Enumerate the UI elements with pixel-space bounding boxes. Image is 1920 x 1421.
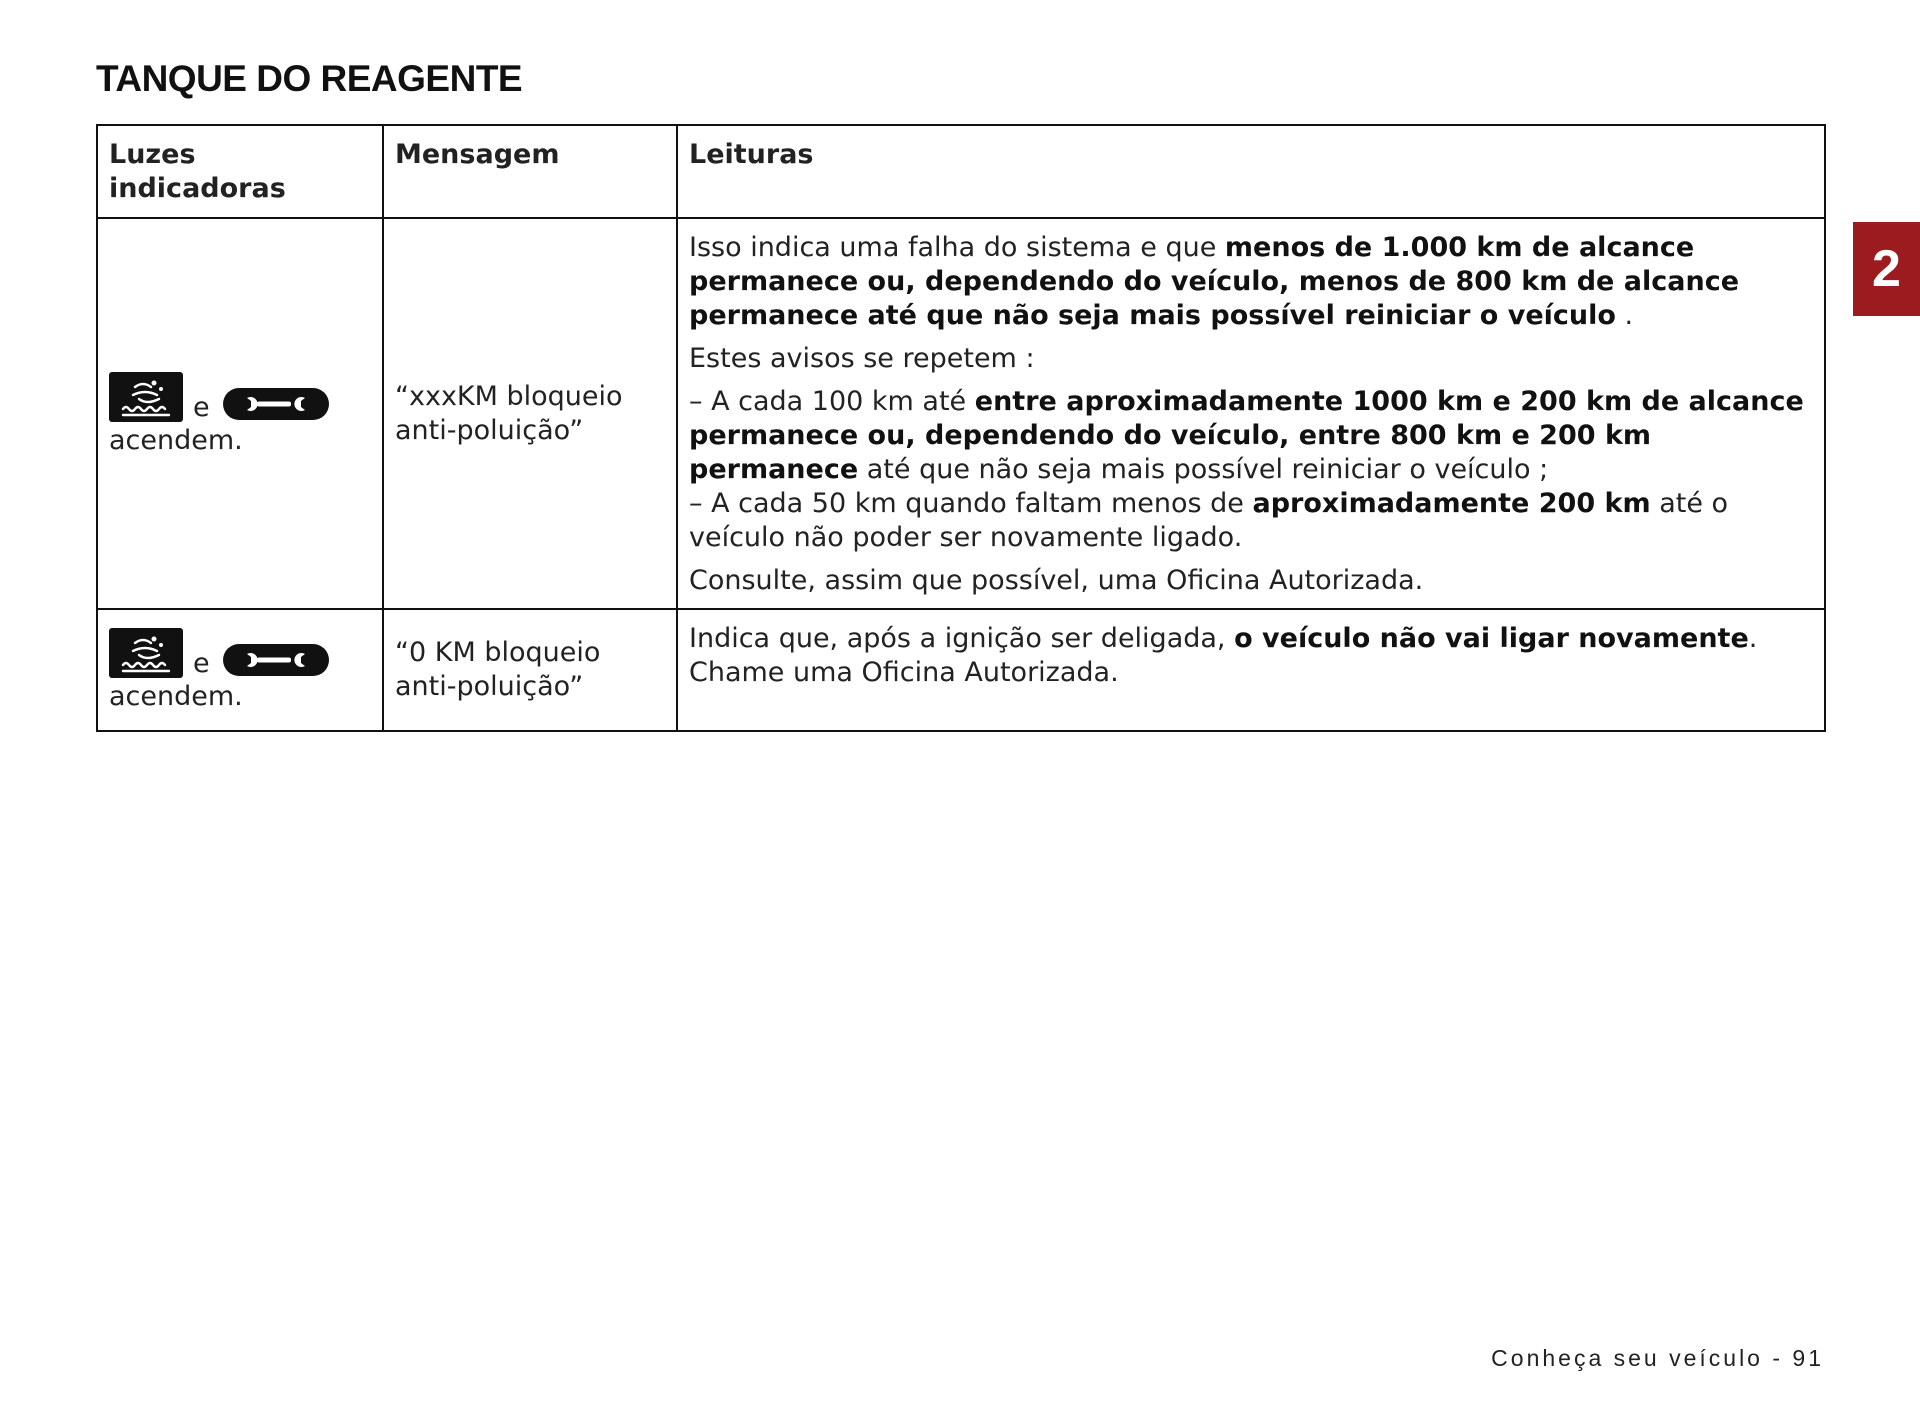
reading-bold-text: menos de 1.000 km de alcance permanece ou, dependendo do veículo, menos de 800 km de alcance permanece até que não seja mais possível reiniciar o veículo [689,232,1740,331]
reading-paragraph: Chame uma Oficina Autorizada. [689,657,1119,688]
reading-paragraph [689,622,1813,656]
table-row [97,218,1825,609]
reading-bold-text: o veículo não vai ligar novamente [1234,623,1749,654]
reading-paragraph [689,231,1813,333]
list-item [689,385,1813,487]
table-row [97,609,1825,731]
indicator-table [96,124,1826,732]
lights-cell [97,609,383,731]
page-footer: Conheça seu veículo - 91 [1491,1345,1824,1371]
reading-text: . [1615,300,1634,331]
lights-label: acendem. [109,424,243,456]
reading-text: Indica que, após a ignição ser deligada, [689,623,1235,654]
reading-text: Isso indica uma falha do sistema e que [689,232,1225,263]
header-readings: Leituras [677,125,1825,218]
reading-text: . [1748,623,1758,654]
chapter-tab: 2 [1853,222,1920,316]
message-cell: “xxxKM bloqueio anti-poluição” [383,218,677,609]
reading-paragraph: Estes avisos se repetem : [689,343,1035,374]
readings-cell [677,218,1825,609]
header-lights: Luzes indicadoras [97,125,383,218]
list-item [689,487,1813,555]
reagent-tank-warning-icon [109,628,183,678]
icons-line [109,626,371,678]
lights-join-word: e [193,648,210,679]
reading-bold-text: aproximadamente 200 km [1252,488,1651,519]
reading-bold-text: entre aproximadamente 1000 km e 200 km de alcance permanece ou, dependendo do veículo, entre 800 km e 200 km permanece [689,386,1804,485]
reading-text: – A cada 50 km quando faltam menos de [689,488,1253,519]
reading-text: – A cada 100 km até [689,386,975,417]
reading-text: até que não seja mais possível reiniciar o veículo ; [858,454,1549,485]
message-cell: “0 KM bloqueio anti-poluição” [383,609,677,731]
page-title: TANQUE DO REAGENTE [96,58,523,99]
readings-cell [677,609,1825,731]
reagent-tank-warning-icon [109,372,183,422]
table-header-row [97,125,1825,218]
lights-join-word: e [193,391,210,423]
lights-label: acendem. [109,681,243,712]
header-message: Mensagem [383,125,677,218]
icons-line [109,370,371,422]
reading-paragraph: Consulte, assim que possível, uma Oficina Autorizada. [689,565,1424,596]
service-wrench-icon [223,644,329,676]
lights-cell [97,218,383,609]
reading-text: até o veículo não poder ser novamente ligado. [689,488,1729,553]
reading-list [689,385,1813,555]
service-wrench-icon [223,388,329,420]
